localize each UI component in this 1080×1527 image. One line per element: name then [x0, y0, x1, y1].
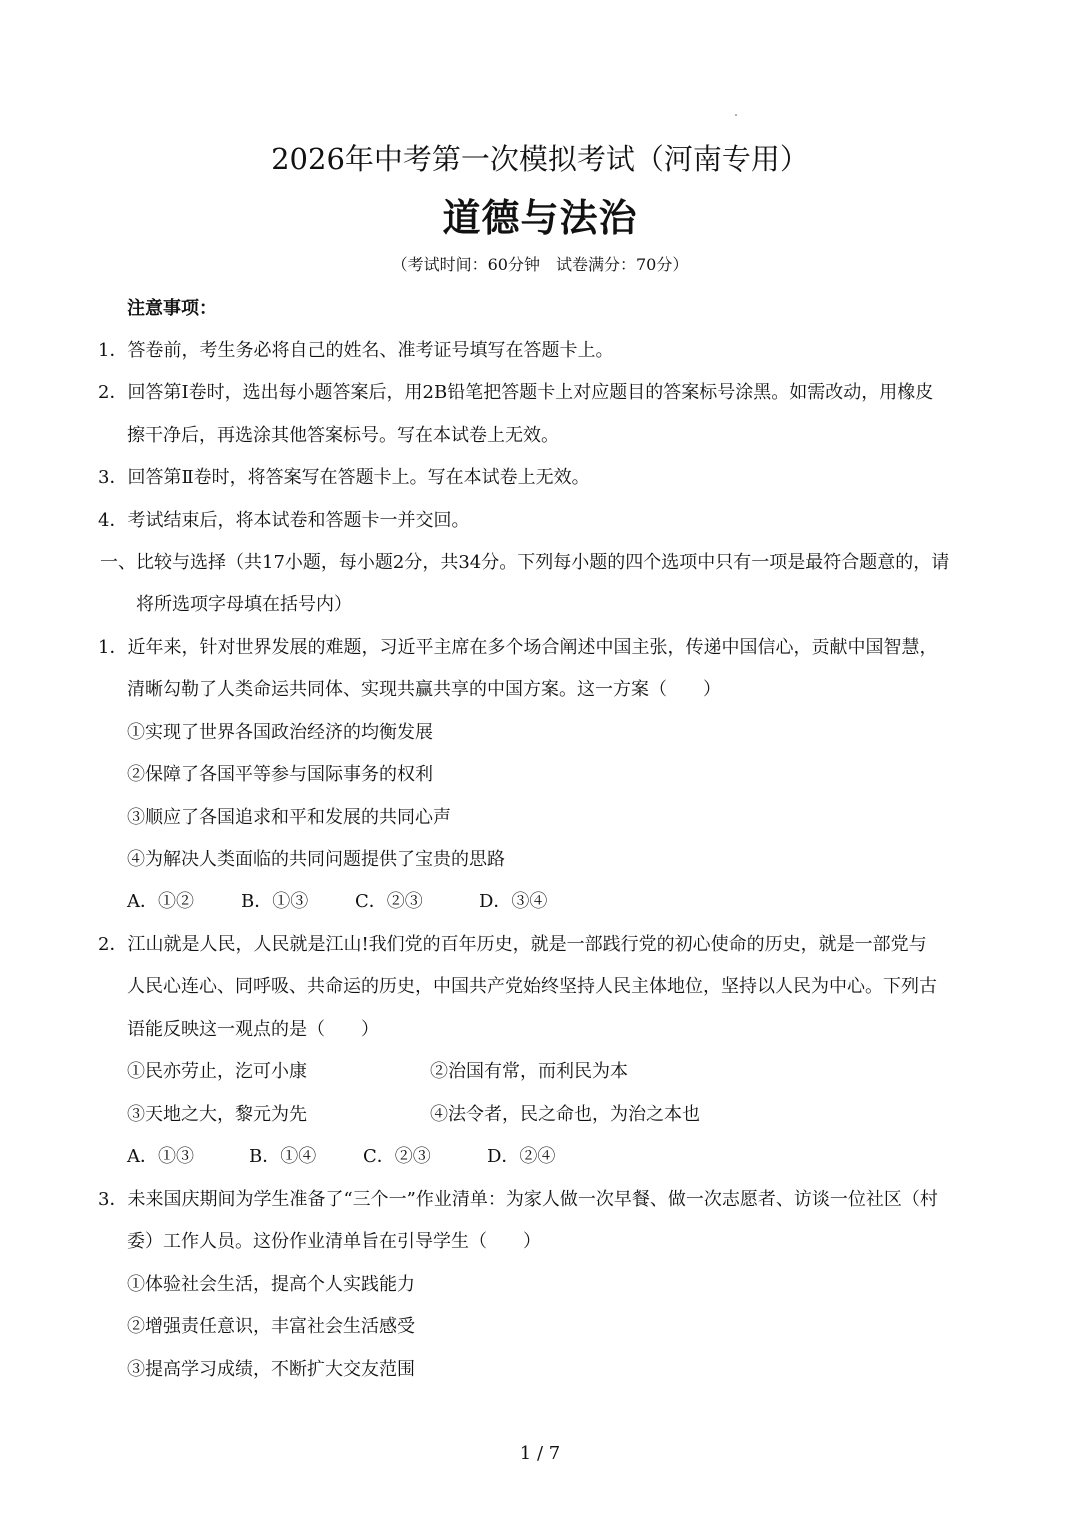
section-heading: 一、比较与选择（共17小题，每小题2分，共34分。下列每小题的四个选项中只有一项是最符合题意的，请	[100, 552, 950, 573]
notice-item-2-cont: 擦干净后，再选涂其他答案标号。写在本试卷上无效。	[127, 425, 559, 446]
q2-options	[127, 1145, 555, 1169]
q2-statement-1: ①民亦劳止，汔可小康	[127, 1061, 307, 1082]
question-3-stem-cont: 委）工作人员。这份作业清单旨在引导学生（ ）	[127, 1231, 541, 1252]
q2-statement-4: ④法令者，民之命也，为治之本也	[430, 1104, 700, 1125]
q2-option-d: D．②④	[487, 1146, 556, 1167]
notice-heading: 注意事项：	[127, 298, 217, 319]
question-2-stem	[98, 933, 927, 957]
question-2-stem-cont-1: 人民心连心、同呼吸、共命运的历史，中国共产党始终坚持人民主体地位，坚持以人民为中心。下列古	[127, 976, 937, 997]
notice-num: 1．	[98, 340, 128, 361]
question-1-stem-cont: 清晰勾勒了人类命运共同体、实现共赢共享的中国方案。这一方案（ ）	[127, 679, 721, 700]
notice-item-1	[98, 339, 613, 363]
q3-statement-3: ③提高学习成绩，不断扩大交友范围	[127, 1359, 415, 1380]
notice-text: 回答第Ⅰ卷时，选出每小题答案后，用2B铅笔把答题卡上对应题目的答案标号涂黑。如需改动，用橡皮	[127, 382, 934, 403]
q2-statement-3: ③天地之大，黎元为先	[127, 1104, 307, 1125]
notice-num: 2．	[98, 382, 128, 403]
notice-text: 答卷前，考生务必将自己的姓名、准考证号填写在答题卡上。	[127, 340, 614, 361]
q1-statement-2: ②保障了各国平等参与国际事务的权利	[127, 764, 433, 785]
question-3-stem	[98, 1188, 938, 1212]
q1-option-d: D．③④	[479, 891, 548, 912]
notice-text: 考试结束后，将本试卷和答题卡一并交回。	[127, 510, 470, 531]
notice-item-3	[98, 466, 590, 490]
exam-title: 2026年中考第一次模拟考试（河南专用）	[271, 142, 809, 176]
exam-info: （考试时间：60分钟 试卷满分：70分）	[391, 255, 689, 274]
question-text: 未来国庆期间为学生准备了“三个一”作业清单：为家人做一次早餐、做一次志愿者、访谈一位社区（村	[127, 1189, 938, 1210]
subject-title: 道德与法治	[442, 195, 638, 240]
q1-statement-4: ④为解决人类面临的共同问题提供了宝贵的思路	[127, 849, 505, 870]
q1-statement-1: ①实现了世界各国政治经济的均衡发展	[127, 722, 433, 743]
notice-item-4	[98, 509, 469, 533]
q2-option-a: A．①③	[127, 1146, 194, 1167]
q1-option-b: B．①③	[241, 891, 309, 912]
notice-text: 回答第Ⅱ卷时，将答案写在答题卡上。写在本试卷上无效。	[127, 467, 590, 488]
question-text: 近年来，针对世界发展的难题，习近平主席在多个场合阐述中国主张，传递中国信心，贡献中国智慧，	[127, 637, 938, 658]
question-2-stem-cont-2: 语能反映这一观点的是（ ）	[127, 1019, 379, 1040]
scan-speck	[735, 114, 737, 116]
notice-num: 3．	[98, 467, 128, 488]
q1-statement-3: ③顺应了各国追求和平和发展的共同心声	[127, 807, 451, 828]
q1-options	[127, 890, 547, 914]
question-num: 1．	[98, 637, 128, 658]
page-number: 1 / 7	[519, 1443, 561, 1464]
q3-statement-2: ②增强责任意识，丰富社会生活感受	[127, 1316, 415, 1337]
q2-option-b: B．①④	[249, 1146, 317, 1167]
question-num: 3．	[98, 1189, 128, 1210]
q1-option-c: C．②③	[355, 891, 423, 912]
question-1-stem	[98, 636, 937, 660]
q3-statement-1: ①体验社会生活，提高个人实践能力	[127, 1274, 415, 1295]
question-num: 2．	[98, 934, 128, 955]
notice-item-2	[98, 381, 933, 405]
notice-num: 4．	[98, 510, 128, 531]
q2-statement-2: ②治国有常，而利民为本	[430, 1061, 628, 1082]
section-heading-cont: 将所选项字母填在括号内）	[136, 594, 352, 615]
q1-option-a: A．①②	[127, 891, 194, 912]
question-text: 江山就是人民，人民就是江山!我们党的百年历史，就是一部践行党的初心使命的历史，就是一部党与	[127, 934, 927, 955]
q2-option-c: C．②③	[363, 1146, 431, 1167]
